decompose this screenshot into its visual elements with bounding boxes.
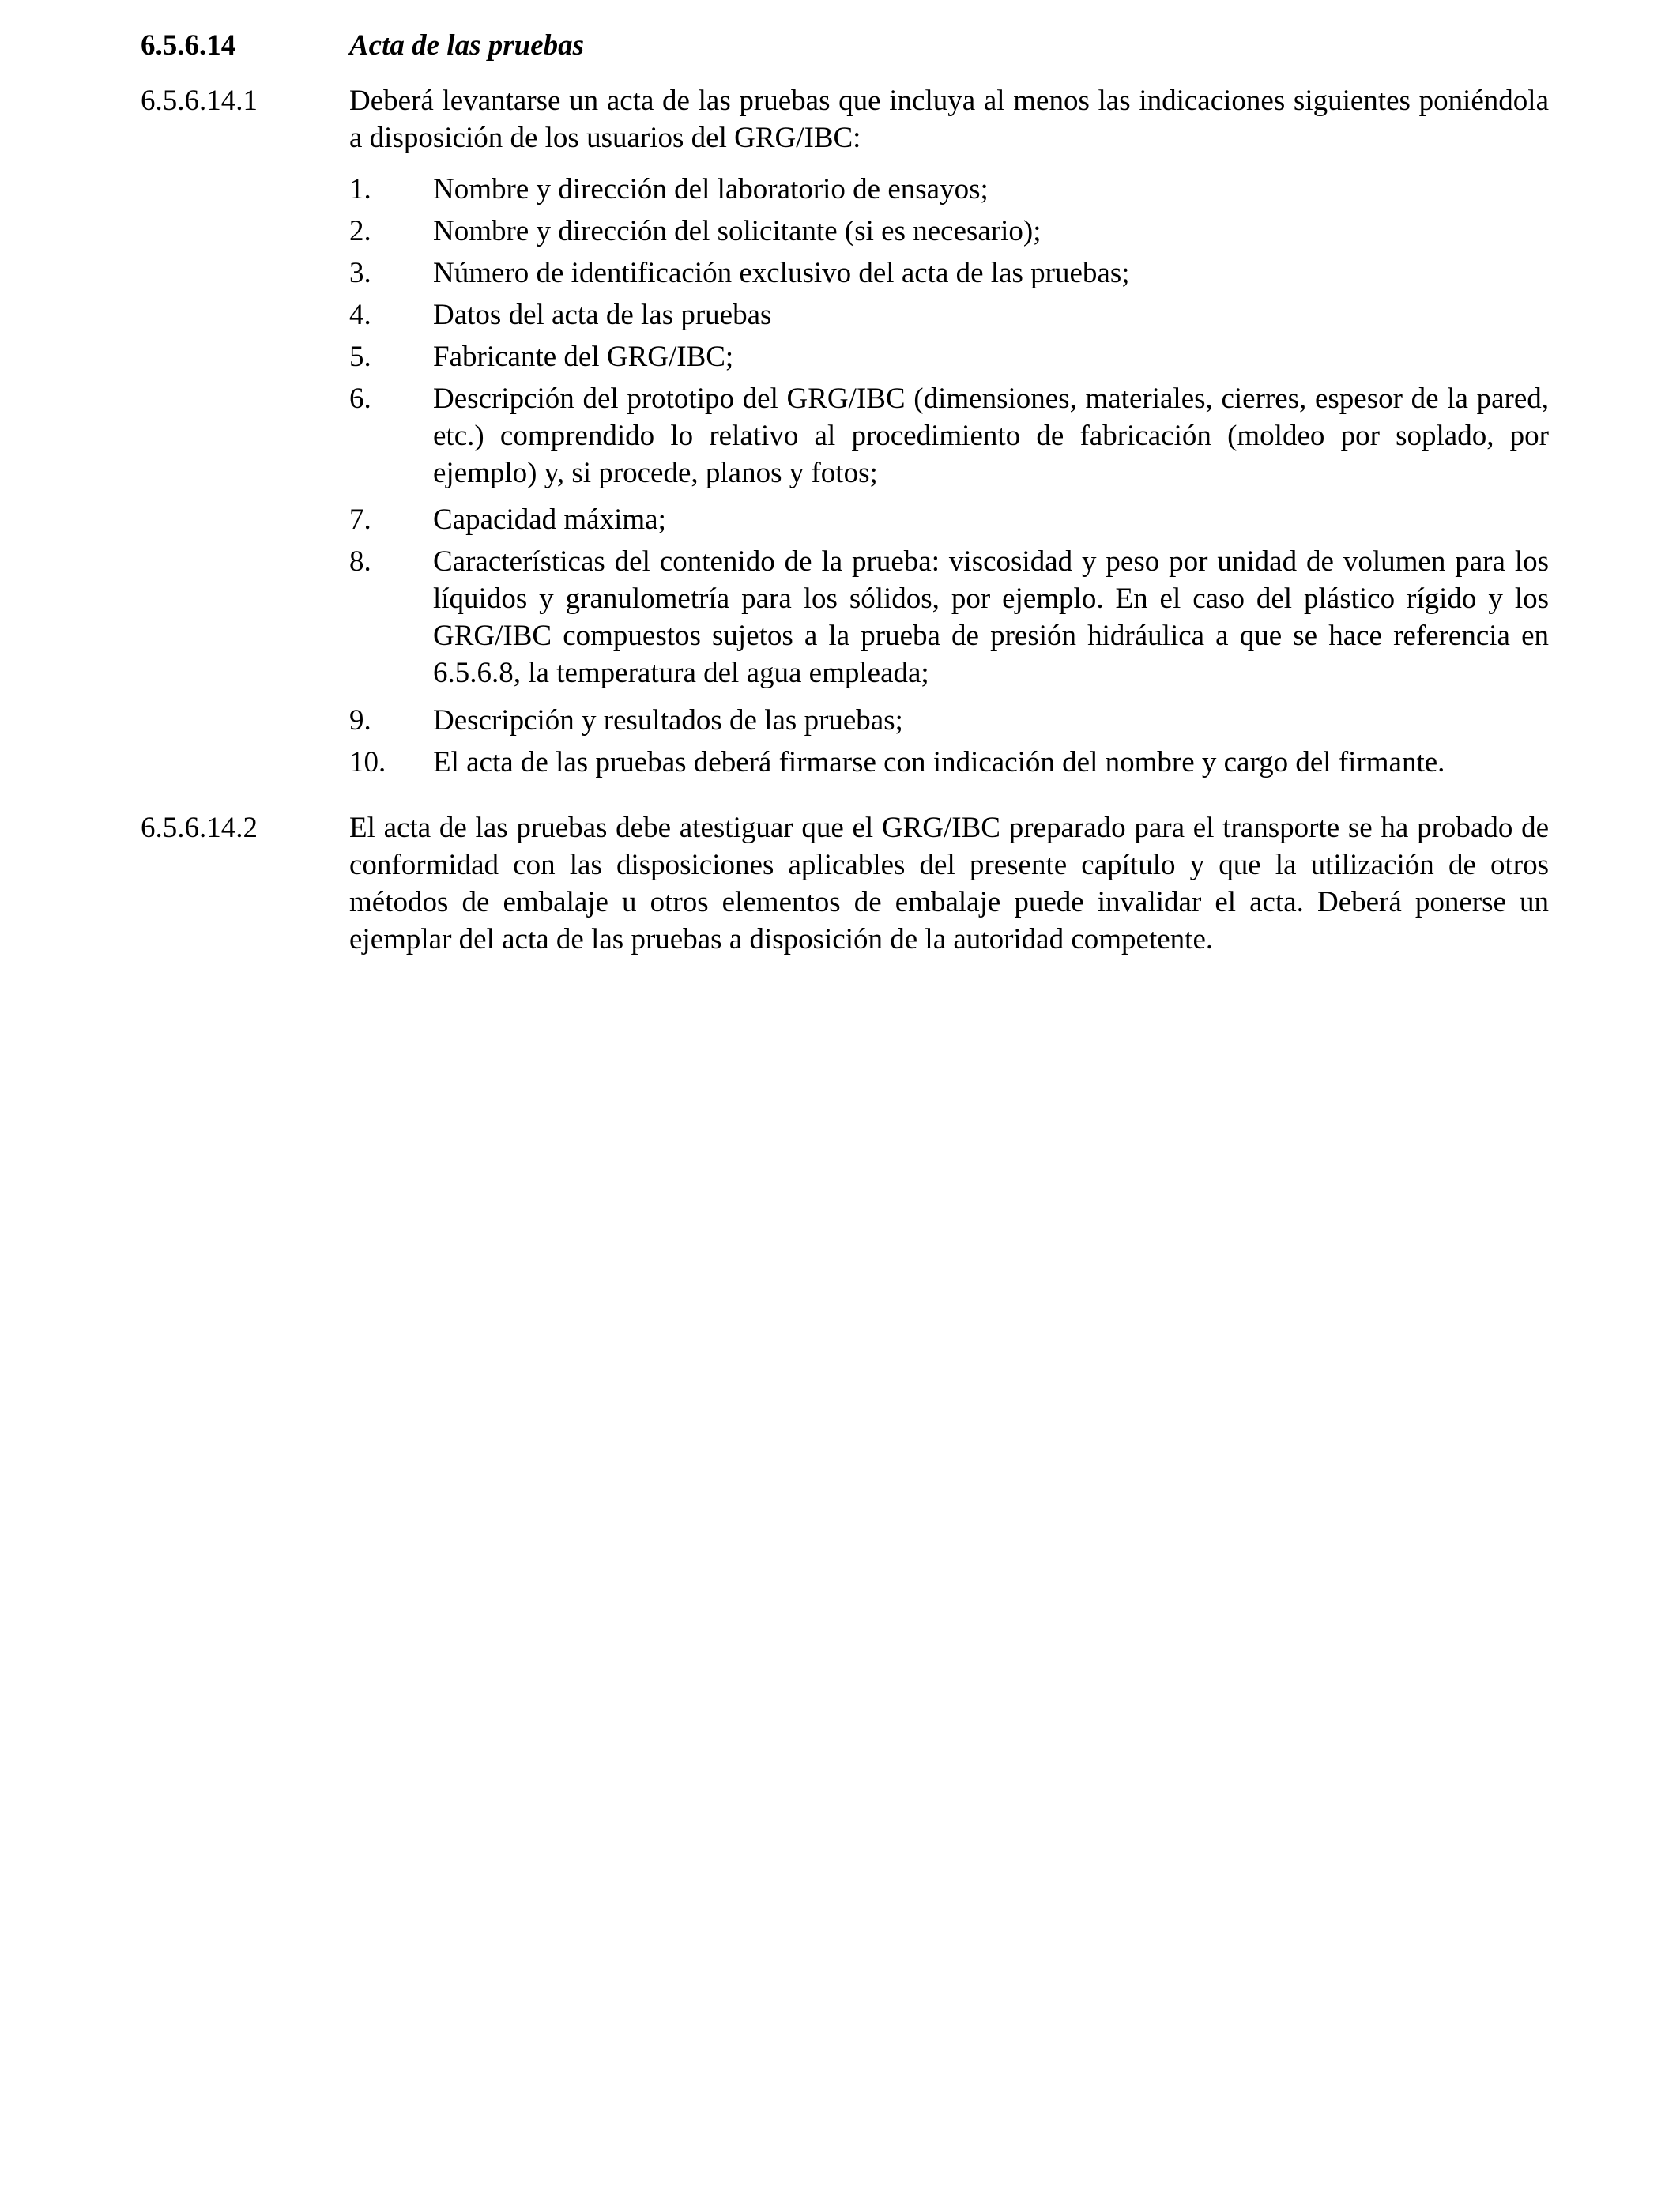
paragraph-number: 6.5.6.14.2 — [141, 812, 258, 844]
list-item-text: El acta de las pruebas deberá firmarse con indicación del nombre y cargo del firmante. — [433, 746, 1445, 778]
list-item-number: 2. — [349, 215, 371, 247]
list-item-number: 10. — [349, 746, 386, 778]
list-item-number: 3. — [349, 257, 371, 289]
list-item-text: Descripción y resultados de las pruebas; — [433, 704, 903, 737]
paragraph-6-5-6-14-2 — [141, 809, 1549, 995]
paragraph-number: 6.5.6.14.1 — [141, 85, 258, 117]
list-item-number: 1. — [349, 173, 371, 205]
section-title: Acta de las pruebas — [349, 29, 585, 62]
list-item-number: 4. — [349, 299, 371, 331]
list-item-text: Fabricante del GRG/IBC; — [433, 341, 734, 373]
list-item-text: Datos del acta de las pruebas — [433, 299, 772, 331]
list-item-text: Capacidad máxima; — [433, 503, 666, 536]
section-heading — [141, 27, 1549, 64]
list-item-number: 8. — [349, 545, 371, 578]
paragraph-text: El acta de las pruebas debe atestiguar que el GRG/IBC preparado para el transporte se ha probado de conformidad con las disposiciones aplicables del presente capítulo y que la utilización de otros métodos de embalaje u otros elementos de embalaje puede invalidar el acta. Deberá ponerse un ejemplar del acta de las pruebas a disposición de la autoridad competente. — [349, 812, 1549, 956]
list-item-number: 5. — [349, 341, 371, 373]
paragraph-6-5-6-14-1 — [141, 82, 1549, 156]
list-item-text: Características del contenido de la prueba: viscosidad y peso por unidad de volumen para los líquidos y granulometría para los sólidos, por ejemplo. En el caso del plástico rígido y los GRG/IBC compuestos sujetos a la prueba de presión hidráulica a que se hace referencia en 6.5.6.8, la temperatura del agua empleada; — [433, 545, 1549, 689]
list-item-text: Descripción del prototipo del GRG/IBC (dimensiones, materiales, cierres, espesor de la pared, etc.) comprendido lo relativo al procedimiento de fabricación (moldeo por soplado, por ejemplo) y, si procede, planos y fotos; — [433, 383, 1549, 489]
list-item-number: 9. — [349, 704, 371, 737]
list-item-number: 7. — [349, 503, 371, 536]
list-item-number: 6. — [349, 383, 371, 415]
section-number: 6.5.6.14 — [141, 29, 236, 62]
list-item-text: Número de identificación exclusivo del acta de las pruebas; — [433, 257, 1130, 289]
list-item-text: Nombre y dirección del laboratorio de ensayos; — [433, 173, 989, 205]
paragraph-text: Deberá levantarse un acta de las pruebas que incluya al menos las indicaciones siguientes poniéndola a disposición de los usuarios del GRG/IBC: — [349, 85, 1549, 154]
list-item-text: Nombre y dirección del solicitante (si es necesario); — [433, 215, 1042, 247]
